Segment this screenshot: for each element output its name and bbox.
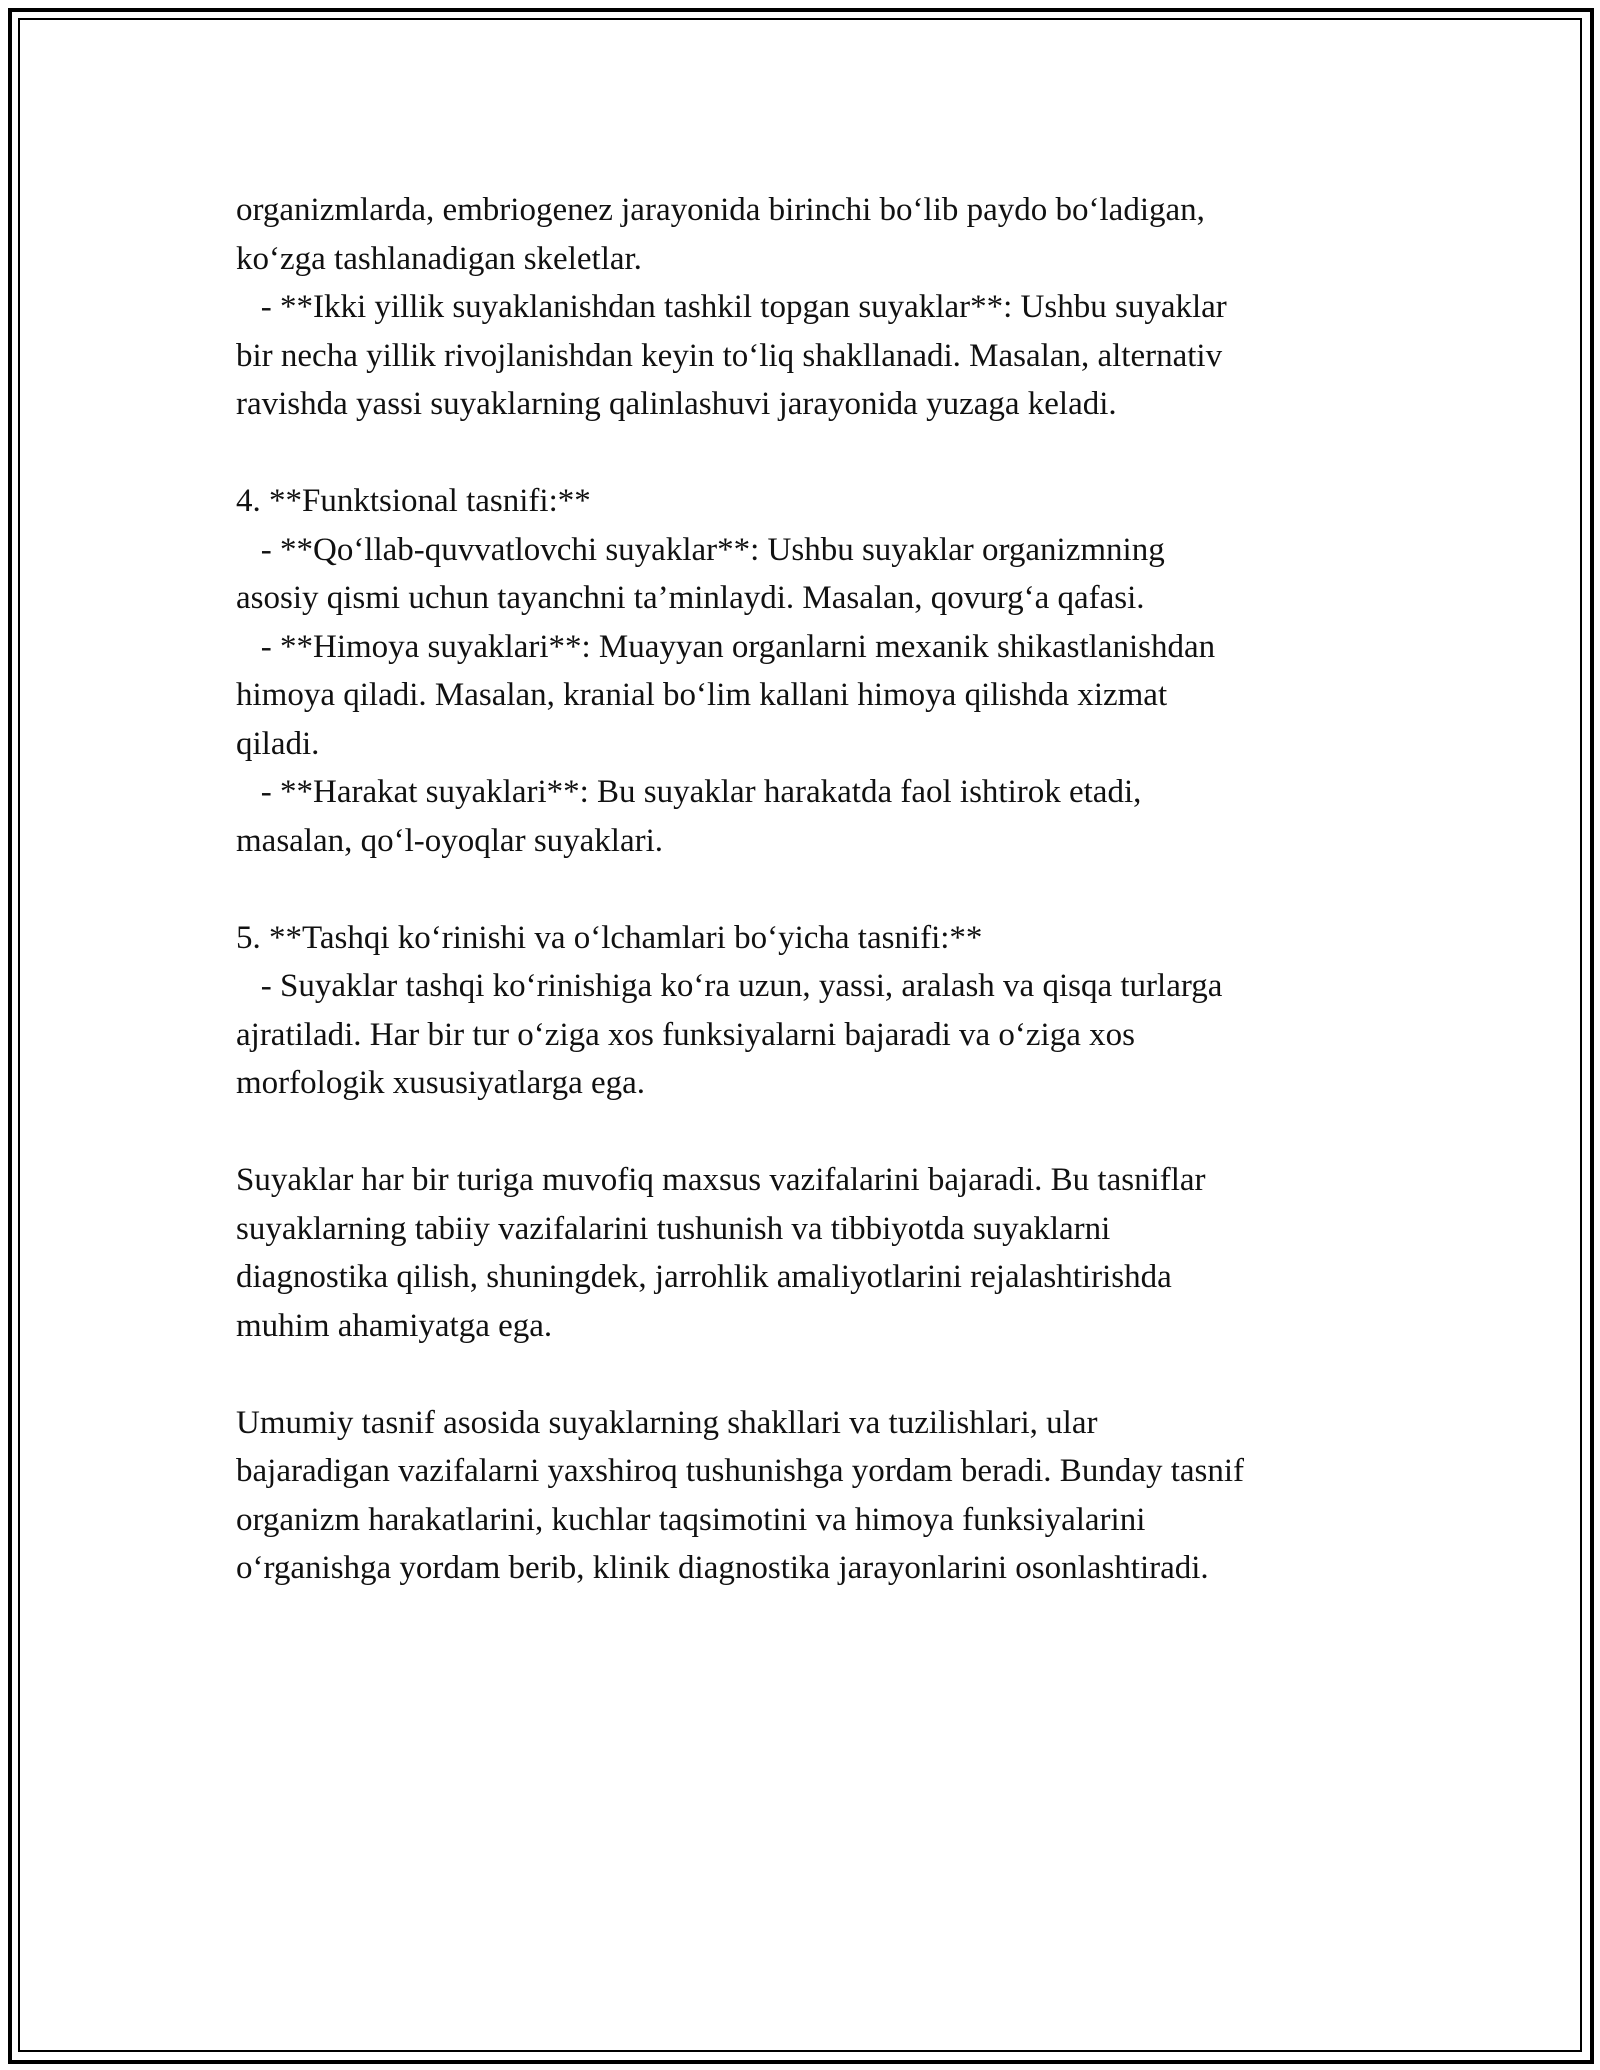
text-line: ajratiladi. Har bir tur o‘ziga xos funksiyalarni bajaradi va o‘ziga xos <box>236 1016 1135 1053</box>
paragraph-gap <box>236 429 1416 478</box>
section-heading-5 <box>236 914 1416 963</box>
text-line: qiladi. <box>236 725 320 762</box>
text-line: bajaradigan vazifalarni yaxshiroq tushunishga yordam beradi. Bunday tasnif <box>236 1453 1245 1489</box>
text-line: 5. **Tashqi ko‘rinishi va o‘lchamlari bo‘yicha tasnifi:** <box>236 919 983 956</box>
paragraph-gap <box>236 1350 1416 1399</box>
text-line: ko‘zga tashlanadigan skeletlar. <box>236 240 642 277</box>
text-line: himoya qiladi. Masalan, kranial bo‘lim kallani himoya qilishda xizmat <box>236 677 1168 713</box>
text-line: o‘rganishga yordam berib, klinik diagnostika jarayonlarini osonlashtiradi. <box>236 1550 1209 1586</box>
list-item-tashqi <box>236 962 1416 1108</box>
text-line: morfologik xususiyatlarga ega. <box>236 1065 646 1101</box>
text-line: ravishda yassi suyaklarning qalinlashuvi jarayonida yuzaga keladi. <box>236 386 1117 422</box>
text-line: muhim ahamiyatga ega. <box>236 1307 553 1344</box>
text-line: Suyaklar har bir turiga muvofiq maxsus vazifalarini bajaradi. Bu tasniflar <box>236 1162 1206 1198</box>
list-item-harakat <box>236 768 1416 865</box>
text-line: - Suyaklar tashqi ko‘rinishiga ko‘ra uzun, yassi, aralash va qisqa turlarga <box>236 968 1223 1004</box>
text-line: organizmlarda, embriogenez jarayonida birinchi bo‘lib paydo bo‘ladigan, <box>236 192 1205 228</box>
text-line: suyaklarning tabiiy vazifalarini tushunish va tibbiyotda suyaklarni <box>236 1210 1111 1247</box>
paragraph-vazifalar <box>236 1156 1416 1350</box>
list-item-qollab <box>236 526 1416 623</box>
text-line: - **Qo‘llab-quvvatlovchi suyaklar**: Ushbu suyaklar organizmning <box>236 531 1165 568</box>
list-item-ikki-yillik <box>236 283 1416 429</box>
document-body <box>236 186 1416 1593</box>
text-line: 4. **Funktsional tasnifi:** <box>236 483 591 519</box>
paragraph-gap <box>236 1108 1416 1157</box>
section-heading-4 <box>236 477 1416 526</box>
text-line: - **Ikki yillik suyaklanishdan tashkil topgan suyaklar**: Ushbu suyaklar <box>236 289 1227 325</box>
text-line: - **Himoya suyaklari**: Muayyan organlarni mexanik shikastlanishdan <box>236 628 1216 665</box>
text-line: organizm harakatlarini, kuchlar taqsimotini va himoya funksiyalarini <box>236 1501 1146 1538</box>
text-line: masalan, qo‘l-oyoqlar suyaklari. <box>236 822 664 859</box>
text-line: asosiy qismi uchun tayanchni ta’minlaydi. Masalan, qovurg‘a qafasi. <box>236 580 1145 616</box>
paragraph-continuation <box>236 186 1416 283</box>
text-line: bir necha yillik rivojlanishdan keyin to‘liq shakllanadi. Masalan, alternativ <box>236 337 1223 374</box>
text-line: Umumiy tasnif asosida suyaklarning shakllari va tuzilishlari, ular <box>236 1404 1098 1441</box>
text-line: diagnostika qilish, shuningdek, jarrohlik amaliyotlarini rejalashtirishda <box>236 1259 1172 1295</box>
paragraph-gap <box>236 865 1416 914</box>
text-line: - **Harakat suyaklari**: Bu suyaklar harakatda faol ishtirok etadi, <box>236 774 1142 810</box>
list-item-himoya <box>236 623 1416 769</box>
paragraph-umumiy <box>236 1399 1416 1593</box>
